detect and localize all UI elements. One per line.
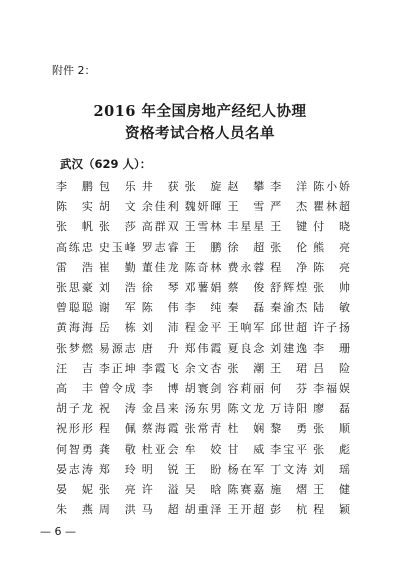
- name-cell: 张 亮: [98, 482, 136, 496]
- name-cell: 张常青: [184, 422, 222, 436]
- name-row: [56, 438, 356, 458]
- name-cell: 陈小娇: [313, 180, 351, 194]
- name-cell: 岳 栋: [98, 321, 136, 335]
- name-cell: 付 晓: [313, 220, 351, 234]
- name-cell: 熊 亮: [313, 240, 351, 254]
- name-cell: 张梦燃: [56, 341, 93, 355]
- name-cell: 张 帆: [56, 220, 93, 234]
- name-row: [56, 277, 356, 297]
- name-cell: 吕 险: [313, 361, 351, 375]
- name-cell: 张 潮: [227, 361, 265, 375]
- name-cell: 龚 敬: [98, 442, 136, 456]
- name-cell: 程金平: [184, 321, 222, 335]
- document-title-line1: 2016 年全国房地产经纪人协理: [93, 103, 307, 120]
- name-cell: 杨在军: [227, 462, 265, 476]
- page-number: — 6 —: [40, 525, 76, 538]
- name-cell: 李福娱: [313, 381, 351, 395]
- name-cell: 胡重泽: [184, 503, 222, 517]
- name-row: [56, 297, 356, 317]
- name-cell: 易源志: [98, 341, 136, 355]
- name-cell: 汤东男: [184, 402, 222, 416]
- name-cell: 程 佩: [98, 422, 136, 436]
- name-cell: 丁文涛: [270, 462, 308, 476]
- name-cell: 晏 妮: [56, 482, 93, 496]
- name-cell: 彭 杭: [270, 503, 308, 517]
- name-cell: 高群双: [141, 220, 179, 234]
- name-cell: 李霞飞: [141, 361, 179, 375]
- name-cell: 廖 磊: [313, 402, 351, 416]
- name-cell: 陈文龙: [227, 402, 265, 416]
- name-cell: 马 超: [141, 503, 179, 517]
- name-cell: 丰星星: [227, 220, 265, 234]
- name-cell: 李 洋: [270, 180, 308, 194]
- name-row: [56, 418, 356, 438]
- name-cell: 施 熠: [270, 482, 308, 496]
- name-row: [56, 459, 356, 479]
- name-cell: 容莉丽: [227, 381, 265, 395]
- name-cell: 许子扬: [313, 321, 351, 335]
- name-cell: 祝形形: [56, 422, 93, 436]
- name-cell: 王开超: [227, 503, 265, 517]
- name-cell: 程 净: [270, 260, 308, 274]
- name-cell: 赵 攀: [227, 180, 265, 194]
- name-cell: 程 颖: [313, 503, 351, 517]
- name-cell: 郑 玲: [98, 462, 136, 476]
- name-cell: 秦渝杰: [270, 301, 308, 315]
- name-cell: 杜亚会: [141, 442, 179, 456]
- name-cell: 李宝平: [270, 442, 308, 456]
- name-cell: 瞿林超: [313, 200, 351, 214]
- name-cell: 罗志睿: [141, 240, 179, 254]
- name-cell: 张 旋: [184, 180, 222, 194]
- name-cell: 崔 勤: [98, 260, 136, 274]
- name-cell: 谢 军: [98, 301, 136, 315]
- name-cell: 秦 磊: [227, 301, 265, 315]
- name-cell: 刘建逸: [270, 341, 308, 355]
- section-label-wuhan: 武汉（629 人）：: [60, 157, 152, 171]
- name-cell: 刘 沛: [141, 321, 179, 335]
- name-cell: 祝 涛: [98, 402, 136, 416]
- name-cell: 陆 敏: [313, 301, 351, 315]
- name-cell: 余佳利: [141, 200, 179, 214]
- name-cell: 王雪林: [184, 220, 222, 234]
- name-row: [56, 196, 356, 216]
- name-cell: 许 溢: [141, 482, 179, 496]
- name-cell: 夏良念: [227, 341, 265, 355]
- name-cell: 郑伟霞: [184, 341, 222, 355]
- name-cell: 邓薯娟: [184, 281, 222, 295]
- name-cell: 唐 升: [141, 341, 179, 355]
- name-cell: 曾令成: [98, 381, 136, 395]
- name-cell: 高练忠: [56, 240, 93, 254]
- name-cell: 陈 亮: [313, 260, 351, 274]
- name-row: [56, 216, 356, 236]
- name-cell: 王 鹏: [184, 240, 222, 254]
- name-cell: 张 彪: [313, 442, 351, 456]
- name-row: [56, 338, 356, 358]
- name-cell: 陈奇林: [184, 260, 222, 274]
- name-cell: 黎 勇: [270, 422, 308, 436]
- name-cell: 朱 燕: [56, 503, 93, 517]
- name-cell: 董佳龙: [141, 260, 179, 274]
- name-cell: 牟 姣: [184, 442, 222, 456]
- name-cell: 刘 浩: [98, 281, 136, 295]
- name-cell: 胡 文: [98, 200, 136, 214]
- name-row: [56, 358, 356, 378]
- names-list: [56, 176, 356, 519]
- name-cell: 李 鹏: [56, 180, 93, 194]
- name-cell: 史玉峰: [98, 240, 136, 254]
- name-cell: 何 芬: [270, 381, 308, 395]
- name-cell: 张 顺: [313, 422, 351, 436]
- name-cell: 邱世超: [270, 321, 308, 335]
- name-cell: 甘 威: [227, 442, 265, 456]
- name-cell: 张 莎: [98, 220, 136, 234]
- name-row: [56, 237, 356, 257]
- name-cell: 魏妍暉: [184, 200, 222, 214]
- name-cell: 曾聪聪: [56, 301, 93, 315]
- name-cell: 包 乐: [98, 180, 136, 194]
- name-cell: 李 博: [141, 381, 179, 395]
- name-cell: 吴 晗: [184, 482, 222, 496]
- name-cell: 费永蓉: [227, 260, 265, 274]
- name-cell: 何智勇: [56, 442, 93, 456]
- name-cell: 陈 伟: [141, 301, 179, 315]
- name-row: [56, 479, 356, 499]
- name-cell: 李正坤: [98, 361, 136, 375]
- name-cell: 李 纯: [184, 301, 222, 315]
- name-cell: 汪 吉: [56, 361, 93, 375]
- name-cell: 舒辉煌: [270, 281, 308, 295]
- name-cell: 蔡海霞: [141, 422, 179, 436]
- name-row: [56, 317, 356, 337]
- name-row: [56, 257, 356, 277]
- name-cell: 明 锐: [141, 462, 179, 476]
- name-row: [56, 176, 356, 196]
- document-title-line2: 资格考试合格人员名单: [125, 125, 275, 142]
- name-cell: 陈 实: [56, 200, 93, 214]
- attachment-label: 附件 2：: [52, 64, 96, 77]
- name-cell: 胡寰剑: [184, 381, 222, 395]
- name-cell: 井 获: [141, 180, 179, 194]
- name-cell: 高 丰: [56, 381, 93, 395]
- name-cell: 王 珺: [270, 361, 308, 375]
- name-cell: 万诗阳: [270, 402, 308, 416]
- name-cell: 徐 超: [227, 240, 265, 254]
- name-cell: 雷 浩: [56, 260, 93, 274]
- name-cell: 王响军: [227, 321, 265, 335]
- name-cell: 胡子龙: [56, 402, 93, 416]
- name-cell: 晏志涛: [56, 462, 93, 476]
- name-cell: 王 雪: [227, 200, 265, 214]
- name-cell: 张思豪: [56, 281, 93, 295]
- name-row: [56, 378, 356, 398]
- name-row: [56, 398, 356, 418]
- name-cell: 周 洪: [98, 503, 136, 517]
- name-cell: 李 珊: [313, 341, 351, 355]
- name-cell: 王 键: [270, 220, 308, 234]
- name-cell: 黄海海: [56, 321, 93, 335]
- name-cell: 张 帅: [313, 281, 351, 295]
- name-cell: 金昌来: [141, 402, 179, 416]
- name-cell: 王 健: [313, 482, 351, 496]
- name-cell: 王 盼: [184, 462, 222, 476]
- name-cell: 余文杏: [184, 361, 222, 375]
- name-cell: 徐 琴: [141, 281, 179, 295]
- name-cell: 陈赛嘉: [227, 482, 265, 496]
- name-cell: 杜 娴: [227, 422, 265, 436]
- name-cell: 蔡 俊: [227, 281, 265, 295]
- name-cell: 张 伦: [270, 240, 308, 254]
- name-cell: 刘 瑶: [313, 462, 351, 476]
- name-row: [56, 499, 356, 519]
- name-cell: 严 杰: [270, 200, 308, 214]
